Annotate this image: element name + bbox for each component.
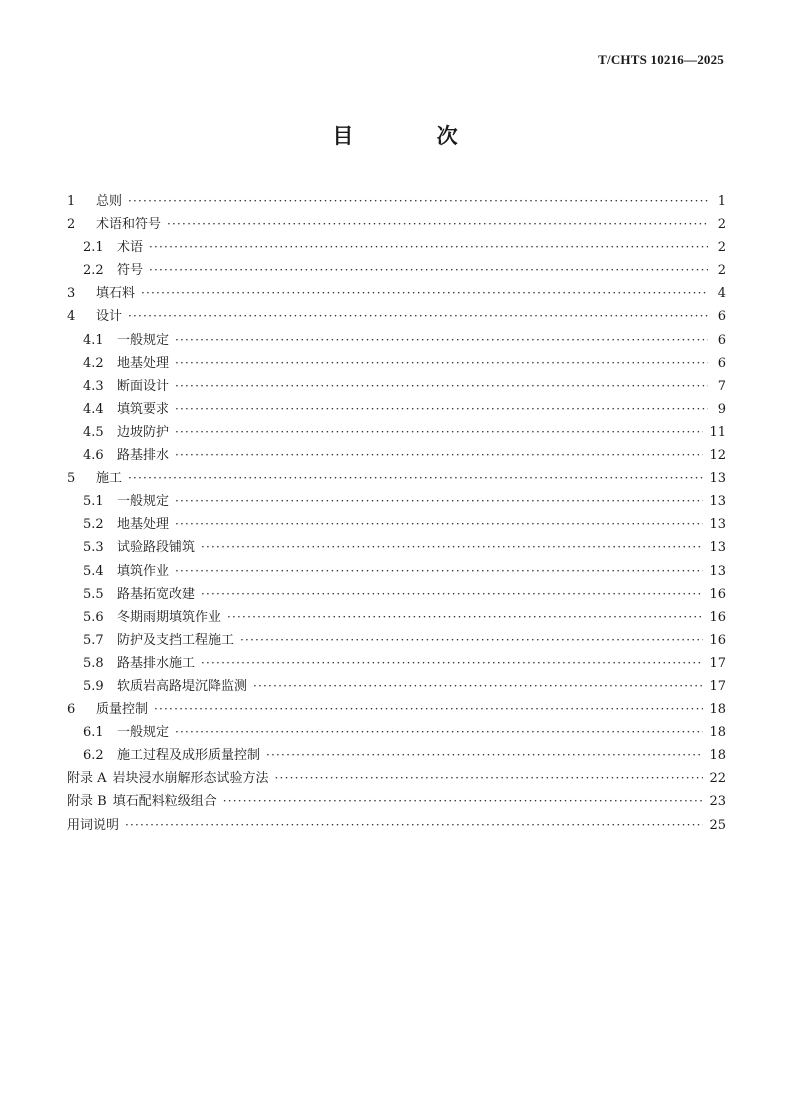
dot-leader [175,329,708,352]
toc-entry[interactable] [67,536,726,559]
dot-leader [175,398,708,421]
toc-entry[interactable] [67,790,726,813]
toc-entry-title: 地基处理 [117,517,170,533]
toc-entry-title: 符号 [117,263,144,279]
toc-entry-number: 5.9 [83,678,104,694]
dot-leader [128,467,703,490]
dot-leader [175,421,703,444]
toc-entry-page: 13 [709,494,726,510]
dot-leader [175,375,708,398]
toc-entry-page: 13 [709,471,726,487]
dot-leader [227,606,703,629]
toc-entry-number: 5.7 [83,632,104,648]
toc-entry-number: 6.1 [83,725,104,741]
page-title: 目 次 [332,123,496,148]
toc-entry-title: 路基排水施工 [117,655,196,671]
toc-entry-number: 4.1 [83,332,104,348]
toc-entry[interactable] [67,329,726,352]
toc-entry-title: 填筑作业 [117,563,170,579]
toc-entry[interactable] [67,583,726,606]
dot-leader [175,444,703,467]
toc-entry[interactable] [67,675,726,698]
toc-entry-title: 地基处理 [117,355,170,371]
toc-entry-title: 填石配料粒级组合 [112,794,217,810]
dot-leader [266,744,703,767]
toc-entry-page: 11 [709,424,726,440]
toc-entry-number: 4.3 [83,378,104,394]
toc-entry-number: 5.2 [83,517,104,533]
toc-entry[interactable] [67,629,726,652]
toc-entry-title: 路基拓宽改建 [117,586,196,602]
dot-leader [201,652,703,675]
toc-entry-title: 路基排水 [117,448,170,464]
toc-entry-title: 软质岩高路堤沉降监测 [117,678,248,694]
dot-leader [128,190,708,213]
toc-entry-page: 18 [709,702,726,718]
toc-entry-title: 断面设计 [117,378,170,394]
dot-leader [125,814,703,837]
toc-entry-number: 2.1 [83,240,104,256]
toc-entry-number: 4.2 [83,355,104,371]
toc-entry-title: 术语 [117,240,144,256]
toc-entry-title: 一般规定 [117,332,170,348]
toc-entry[interactable] [67,421,726,444]
toc-entry[interactable] [67,282,726,305]
toc-entry[interactable] [67,236,726,259]
toc-entry-title: 质量控制 [96,702,149,718]
dot-leader [149,259,708,282]
toc-entry-number: 5.8 [83,655,104,671]
toc-entry-number: 2 [67,217,76,233]
dot-leader [149,236,708,259]
toc-entry[interactable] [67,814,726,837]
toc-entry-title: 一般规定 [117,725,170,741]
toc-entry-title: 填石料 [96,286,136,302]
table-of-contents [67,190,726,837]
toc-entry[interactable] [67,652,726,675]
toc-entry[interactable] [67,213,726,236]
toc-entry-page: 16 [709,632,726,648]
toc-entry[interactable] [67,767,726,790]
toc-entry-number: 6.2 [83,748,104,764]
toc-entry-number: 6 [67,702,76,718]
toc-entry[interactable] [67,398,726,421]
toc-entry[interactable] [67,375,726,398]
toc-entry-page: 16 [709,609,726,625]
toc-entry-number: 1 [67,194,76,209]
toc-entry[interactable] [67,190,726,213]
dot-leader [253,675,703,698]
toc-entry[interactable] [67,259,726,282]
toc-entry-page: 13 [709,517,726,533]
dot-leader [240,629,703,652]
toc-entry-number: 4.6 [83,448,104,464]
toc-entry-number: 附录 A [67,771,107,787]
toc-entry-number: 5 [67,471,76,487]
toc-entry-page: 17 [709,678,726,694]
toc-entry-number: 3 [67,286,76,302]
toc-entry-number: 5.3 [83,540,104,556]
toc-entry-number: 2.2 [83,263,104,279]
toc-entry[interactable] [67,467,726,490]
toc-entry-page: 13 [709,540,726,556]
toc-entry[interactable] [67,490,726,513]
toc-entry[interactable] [67,698,726,721]
toc-entry-title: 冬期雨期填筑作业 [117,609,222,625]
toc-entry-page: 16 [709,586,726,602]
toc-entry-page: 18 [709,748,726,764]
dot-leader [275,767,704,790]
toc-entry-page: 2 [717,240,726,256]
toc-entry-title: 施工 [96,471,123,487]
dot-leader [201,536,703,559]
toc-entry-title: 用词说明 [67,817,120,833]
toc-entry-page: 7 [717,378,726,394]
toc-entry-title: 试验路段铺筑 [117,540,196,556]
toc-entry-number: 5.6 [83,609,104,625]
toc-entry-title: 术语和符号 [96,217,162,233]
toc-entry-number: 5.1 [83,494,104,510]
toc-entry-page: 6 [717,355,726,371]
toc-entry-number: 4.5 [83,424,104,440]
dot-leader [175,560,703,583]
dot-leader [141,282,708,305]
dot-leader [154,698,703,721]
toc-entry-page: 13 [709,563,726,579]
dot-leader [128,305,708,328]
toc-entry-page: 22 [709,771,726,787]
toc-entry-page: 1 [717,194,726,209]
toc-entry-page: 9 [717,401,726,417]
toc-entry-number: 4 [67,309,76,325]
toc-entry-number: 5.4 [83,563,104,579]
toc-entry-title: 施工过程及成形质量控制 [117,748,261,764]
toc-entry-page: 6 [717,309,726,325]
toc-entry[interactable] [67,305,726,328]
toc-entry-title: 防护及支挡工程施工 [117,632,235,648]
toc-entry-page: 25 [709,817,726,833]
toc-entry[interactable] [67,744,726,767]
toc-entry-page: 6 [717,332,726,348]
toc-entry[interactable] [67,606,726,629]
toc-entry-title: 一般规定 [117,494,170,510]
toc-entry-title: 填筑要求 [117,401,170,417]
dot-leader [175,513,703,536]
dot-leader [175,352,708,375]
document-code: T/CHTS 10216—2025 [598,52,724,67]
toc-entry-page: 4 [717,286,726,302]
toc-entry-number: 附录 B [67,794,107,810]
dot-leader [175,490,703,513]
dot-leader [223,790,704,813]
toc-entry-page: 17 [709,655,726,671]
toc-entry[interactable] [67,513,726,536]
toc-entry[interactable] [67,560,726,583]
toc-entry-title: 边坡防护 [117,424,170,440]
toc-entry-number: 4.4 [83,401,104,417]
toc-entry-title: 总则 [96,194,123,209]
dot-leader [175,721,703,744]
toc-entry-page: 12 [709,448,726,464]
toc-entry[interactable] [67,721,726,744]
dot-leader [167,213,708,236]
toc-entry-page: 18 [709,725,726,741]
toc-entry-number: 5.5 [83,586,104,602]
toc-entry[interactable] [67,444,726,467]
toc-entry-page: 2 [717,263,726,279]
toc-entry-title: 岩块浸水崩解形态试验方法 [112,771,269,787]
toc-entry[interactable] [67,352,726,375]
toc-entry-page: 23 [709,794,726,810]
toc-entry-title: 设计 [96,309,123,325]
toc-entry-page: 2 [717,217,726,233]
dot-leader [201,583,703,606]
